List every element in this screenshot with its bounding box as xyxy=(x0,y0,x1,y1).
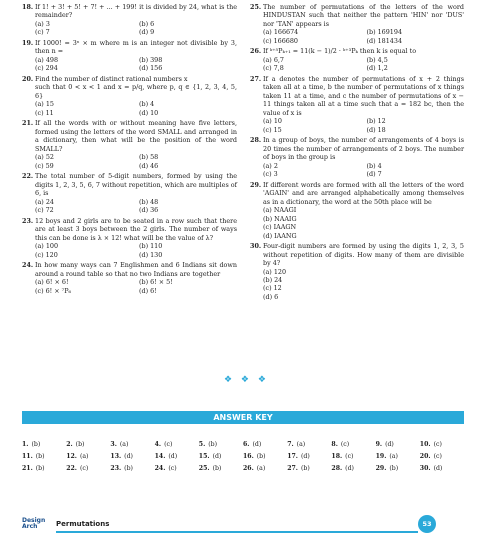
question-number: 27. xyxy=(250,75,262,83)
answer-key-answer: (c) xyxy=(433,441,442,448)
answer-options xyxy=(35,198,237,215)
question-text: 12 boys and 2 girls are to be seated in a row such that there are at least 3 boys between the 2 girls. The number of ways this can be done is λ × 12! what will be the value of λ? xyxy=(35,216,237,242)
answer-key-question-number: 17. xyxy=(287,453,298,460)
question-text: If all the words with or without meaning have five letters, formed using the letters of the word SMALL and arranged in a dictionary, then what will be the position of the word SMALL? xyxy=(35,119,237,153)
answer-key-title: ANSWER KEY xyxy=(22,411,464,424)
answer-key-answer: (a) xyxy=(389,453,398,460)
answer-key-row xyxy=(22,465,464,477)
question-item xyxy=(22,261,237,295)
answer-key-cell xyxy=(243,465,287,477)
answer-key-question-number: 26. xyxy=(243,465,254,472)
answer-key-cell xyxy=(331,453,375,465)
answer-key-question-number: 30. xyxy=(419,465,431,472)
question-body xyxy=(35,39,237,73)
answer-key-cell xyxy=(66,441,110,453)
question-text: In a group of boys, the number of arrangements of 4 boys is 20 times the number of arrangements of 2 boys. The number of boys in the group is xyxy=(263,136,464,162)
answer-option: (d) 1,2 xyxy=(366,64,388,73)
question-text: If 1! + 3! + 5! + 7! + ... + 199! it is divided by 24, what is the remainder? xyxy=(35,3,237,20)
logo-line-2: Arch xyxy=(22,523,38,530)
answer-option: (b) 6 xyxy=(139,19,155,28)
answer-option: (d) 18 xyxy=(366,125,386,134)
answer-option: (c) IAAGN xyxy=(263,223,297,232)
answer-key-question-number: 19. xyxy=(375,453,387,460)
question-text: Four-digit numbers are formed by using the digits 1, 2, 3, 5 without repetition of digits. How many of them are divisible by 4? xyxy=(263,242,464,268)
answer-option: (a) 52 xyxy=(35,153,54,162)
answer-key-cell xyxy=(110,441,154,453)
question-number: 29. xyxy=(250,180,262,189)
answer-option: (a) 3 xyxy=(35,19,50,28)
answer-option: (d) 156 xyxy=(139,64,163,73)
question-body xyxy=(35,75,237,117)
answer-key-answer: (b) xyxy=(256,453,266,460)
question-body xyxy=(263,242,464,301)
question-item xyxy=(22,75,237,117)
answer-key-cell xyxy=(420,441,464,453)
answer-key-answer: (b) xyxy=(208,441,218,448)
answer-key-answer: (c) xyxy=(79,465,89,472)
publisher-logo xyxy=(22,518,45,530)
question-item xyxy=(22,217,237,259)
answer-option: (a) 15 xyxy=(35,100,54,109)
answer-option: (d) 9 xyxy=(139,28,155,37)
answer-option: (d) 181434 xyxy=(366,36,403,45)
answer-key-answer: (b) xyxy=(124,465,133,472)
answer-key-question-number: 8. xyxy=(331,441,338,448)
answer-option: (a) 100 xyxy=(35,242,59,251)
answer-option: (d) 46 xyxy=(139,161,159,170)
answer-key-question-number: 28. xyxy=(331,465,343,472)
answer-option: (c) 6! × ⁷P₆ xyxy=(35,286,72,295)
answer-option: (d) 36 xyxy=(139,206,159,215)
answer-key-cell xyxy=(22,465,66,477)
answer-key-answer: (b) xyxy=(75,441,85,448)
answer-key-answer: (d) xyxy=(168,453,178,460)
question-number: 28. xyxy=(250,136,262,145)
answer-option: (c) 3 xyxy=(263,170,278,179)
answer-options xyxy=(263,56,464,73)
question-text: The number of permutations of the letters of the word HINDUSTAN such that neither the pattern 'HIN' nor 'DUS' nor 'TAN' appears is xyxy=(263,3,464,28)
answer-key-question-number: 10. xyxy=(419,441,431,448)
answer-key-answer: (d) xyxy=(433,465,443,472)
question-text: If a denotes the number of permutations of x + 2 things taken all at a time, b the number of permutations of x things taken 11 at a time, and c the number of permutations of x − 11 things taken all at a time such that a = 182 bc, then the value of x is xyxy=(263,75,464,117)
question-body xyxy=(35,172,237,214)
question-text: The total number of 5-digit numbers, formed by using the digits 1, 2, 3, 5, 6, 7 without repetition, which are multiples of 6, is xyxy=(35,172,237,198)
question-number: 18. xyxy=(22,3,34,11)
answer-key-answer: (c) xyxy=(168,465,177,472)
answer-key-cell xyxy=(199,453,243,465)
answer-option: (d) 130 xyxy=(139,250,163,259)
answer-key-answer: (b) xyxy=(300,465,310,472)
question-number: 19. xyxy=(22,39,34,47)
question-item xyxy=(250,136,464,178)
right-question-column xyxy=(250,3,464,304)
answer-key-question-number: 14. xyxy=(154,453,166,460)
answer-key-question-number: 23. xyxy=(110,465,122,472)
answer-key-question-number: 16. xyxy=(243,453,254,460)
question-body xyxy=(35,3,237,37)
answer-key-cell xyxy=(66,453,110,465)
answer-option: (d) 10 xyxy=(139,108,159,117)
question-item xyxy=(250,242,464,301)
answer-key-cell xyxy=(376,465,420,477)
chapter-title: Permutations xyxy=(56,520,110,528)
answer-option: (c) 72 xyxy=(35,206,54,215)
answer-key-cell xyxy=(287,465,331,477)
answer-option: (c) 7,8 xyxy=(263,64,284,73)
answer-key-cell xyxy=(155,453,199,465)
answer-key-answer: (c) xyxy=(164,441,173,448)
answer-key-question-number: 29. xyxy=(375,465,387,472)
question-item xyxy=(250,3,464,45)
answer-key-answer: (b) xyxy=(35,453,45,460)
question-item xyxy=(250,181,464,240)
answer-key-question-number: 2. xyxy=(66,441,73,448)
answer-option: (b) NAAIG xyxy=(263,214,297,223)
answer-option: (b) 169194 xyxy=(366,28,403,37)
answer-option: (c) 7 xyxy=(35,28,50,37)
logo-line-1: Design xyxy=(22,517,46,524)
answer-key-question-number: 15. xyxy=(198,453,210,460)
answer-options xyxy=(35,242,237,259)
answer-key-cell xyxy=(66,465,110,477)
answer-key-cell xyxy=(22,453,66,465)
answer-options xyxy=(263,162,464,179)
answer-option: (b) 398 xyxy=(139,55,163,64)
answer-key-cell xyxy=(155,465,199,477)
question-item xyxy=(250,75,464,134)
answer-key-question-number: 6. xyxy=(243,441,250,448)
answer-key-cell xyxy=(22,441,66,453)
question-text: If ᵏ⁺⁵Pₖ₊₁ = 11(k − 1)/2 · ᵏ⁺³Pₖ then k is equal to xyxy=(263,47,417,56)
answer-key-question-number: 1. xyxy=(22,441,29,448)
answer-option: (c) 120 xyxy=(35,250,58,259)
answer-option: (a) 6! × 6! xyxy=(35,278,69,287)
answer-key-answer: (d) xyxy=(124,453,133,460)
answer-option: (a) NAAGI xyxy=(263,206,297,215)
answer-key-answer: (d) xyxy=(345,465,354,472)
answer-options xyxy=(263,28,464,45)
answer-options xyxy=(35,153,237,170)
question-item xyxy=(22,172,237,214)
answer-key-answer: (a) xyxy=(256,465,266,472)
answer-key-question-number: 5. xyxy=(198,441,206,448)
answer-key-answer: (d) xyxy=(252,441,262,448)
answer-option: (d) 6 xyxy=(263,292,279,301)
question-text: Find the number of distinct rational numbers x xyxy=(35,75,188,83)
answer-key-row xyxy=(22,441,464,453)
answer-option: (b) 24 xyxy=(263,275,283,284)
answer-key-cell xyxy=(420,453,464,465)
answer-key-answer: (d) xyxy=(385,441,394,448)
answer-options xyxy=(35,20,237,37)
question-number: 23. xyxy=(22,216,34,225)
question-number: 30. xyxy=(250,242,262,251)
answer-key-question-number: 13. xyxy=(110,453,122,460)
answer-option: (a) 166674 xyxy=(263,28,299,37)
page-number: 53 xyxy=(418,515,436,533)
left-question-column xyxy=(22,3,237,297)
answer-option: (a) 2 xyxy=(263,161,278,170)
answer-option: (a) 24 xyxy=(35,197,54,206)
answer-key-cell xyxy=(243,441,287,453)
answer-key-answer: (a) xyxy=(79,453,89,460)
section-end-stars: ❖ ❖ ❖ xyxy=(224,375,269,385)
answer-key-question-number: 24. xyxy=(154,465,166,472)
answer-key-question-number: 9. xyxy=(375,441,383,448)
question-body xyxy=(35,217,237,259)
answer-key-cell xyxy=(199,441,243,453)
answer-option: (a) 498 xyxy=(35,55,59,64)
answer-key-cell xyxy=(287,453,331,465)
answer-option: (b) 48 xyxy=(139,197,159,206)
question-item xyxy=(22,119,237,170)
answer-key-row xyxy=(22,453,464,465)
answer-key-cell xyxy=(331,441,375,453)
answer-key-answer: (a) xyxy=(119,441,129,448)
answer-options xyxy=(35,100,237,117)
answer-key-cell xyxy=(376,453,420,465)
answer-option: (b) 110 xyxy=(139,242,163,251)
answer-key-cell xyxy=(155,441,199,453)
footer-divider xyxy=(56,531,418,533)
answer-options xyxy=(263,117,464,134)
answer-options xyxy=(35,278,237,295)
answer-key-question-number: 3. xyxy=(110,441,117,448)
answer-key-question-number: 21. xyxy=(22,465,33,472)
answer-options xyxy=(35,56,237,73)
question-body xyxy=(263,136,464,178)
answer-key-cell xyxy=(110,453,154,465)
answer-option: (c) 11 xyxy=(35,108,54,117)
answer-key-answer: (d) xyxy=(300,453,310,460)
question-number: 21. xyxy=(22,119,34,128)
question-number: 22. xyxy=(22,172,34,181)
answer-options xyxy=(263,206,464,240)
answer-key-question-number: 27. xyxy=(287,465,298,472)
answer-key-cell xyxy=(287,441,331,453)
question-text: If different words are formed with all the letters of the word 'AGAIN' and are arranged alphabetically among themselves as in a dictionary, the word at the 50th place will be xyxy=(263,180,464,206)
answer-key-answer: (b) xyxy=(389,465,399,472)
question-body xyxy=(263,181,464,240)
answer-option: (b) 4 xyxy=(139,100,155,109)
question-item xyxy=(22,39,237,73)
answer-key-cell xyxy=(420,465,464,477)
answer-key-answer: (b) xyxy=(31,441,41,448)
question-item xyxy=(22,3,237,37)
question-body xyxy=(263,75,464,134)
answer-option: (c) 166680 xyxy=(263,36,298,45)
answer-option: (c) 12 xyxy=(263,284,282,293)
page-footer xyxy=(0,510,480,540)
answer-key-cell xyxy=(199,465,243,477)
answer-option: (c) 294 xyxy=(35,64,58,73)
answer-option: (c) 15 xyxy=(263,125,282,134)
answer-option: (b) 12 xyxy=(366,117,386,126)
answer-key-answer: (c) xyxy=(433,453,442,460)
answer-option: (d) 6! xyxy=(139,286,157,295)
answer-key-grid xyxy=(22,441,464,477)
answer-key-answer: (c) xyxy=(340,441,350,448)
question-number: 20. xyxy=(22,75,34,83)
question-number: 24. xyxy=(22,261,34,270)
answer-option: (d) IAANG xyxy=(263,231,297,240)
question-body xyxy=(35,261,237,295)
answer-options xyxy=(263,268,464,302)
question-text: In how many ways can 7 Englishmen and 6 Indians sit down around a round table so that no two Indians are together xyxy=(35,261,237,278)
answer-option: (a) 6,7 xyxy=(263,55,284,64)
answer-key-question-number: 22. xyxy=(66,465,77,472)
question-text: If 1000! = 3ⁿ × m where m is an integer not divisible by 3, then n = xyxy=(35,39,237,56)
answer-option: (b) 58 xyxy=(139,153,159,162)
question-body xyxy=(263,3,464,45)
question-number: 26. xyxy=(250,47,262,56)
answer-option: (b) 4 xyxy=(366,161,382,170)
answer-key-question-number: 20. xyxy=(419,453,431,460)
question-body xyxy=(35,119,237,170)
answer-key-question-number: 4. xyxy=(154,441,162,448)
answer-option: (c) 59 xyxy=(35,161,54,170)
answer-key-answer: (d) xyxy=(212,453,222,460)
answer-key-cell xyxy=(331,465,375,477)
answer-key-answer: (a) xyxy=(296,441,306,448)
question-item xyxy=(250,47,464,72)
answer-key-cell xyxy=(110,465,154,477)
answer-option: (b) 6! × 5! xyxy=(139,278,173,287)
answer-key-question-number: 12. xyxy=(66,453,77,460)
answer-option: (a) 10 xyxy=(263,117,282,126)
question-body xyxy=(263,47,464,72)
answer-option: (a) 120 xyxy=(263,267,287,276)
question-number: 25. xyxy=(250,3,262,11)
answer-key-cell xyxy=(243,453,287,465)
answer-option: (b) 4,5 xyxy=(366,55,388,64)
answer-key-question-number: 7. xyxy=(287,441,294,448)
answer-key-answer: (b) xyxy=(35,465,45,472)
answer-key-answer: (b) xyxy=(212,465,222,472)
question-text-continued: such that 0 < x < 1 and x = p/q, where p, q ∈ {1, 2, 3, 4, 5, 6} xyxy=(35,83,237,100)
answer-option: (d) 7 xyxy=(366,170,382,179)
answer-key-question-number: 11. xyxy=(22,453,33,460)
answer-key-cell xyxy=(376,441,420,453)
answer-key-answer: (c) xyxy=(345,453,354,460)
answer-key-question-number: 18. xyxy=(331,453,343,460)
answer-key-question-number: 25. xyxy=(198,465,210,472)
